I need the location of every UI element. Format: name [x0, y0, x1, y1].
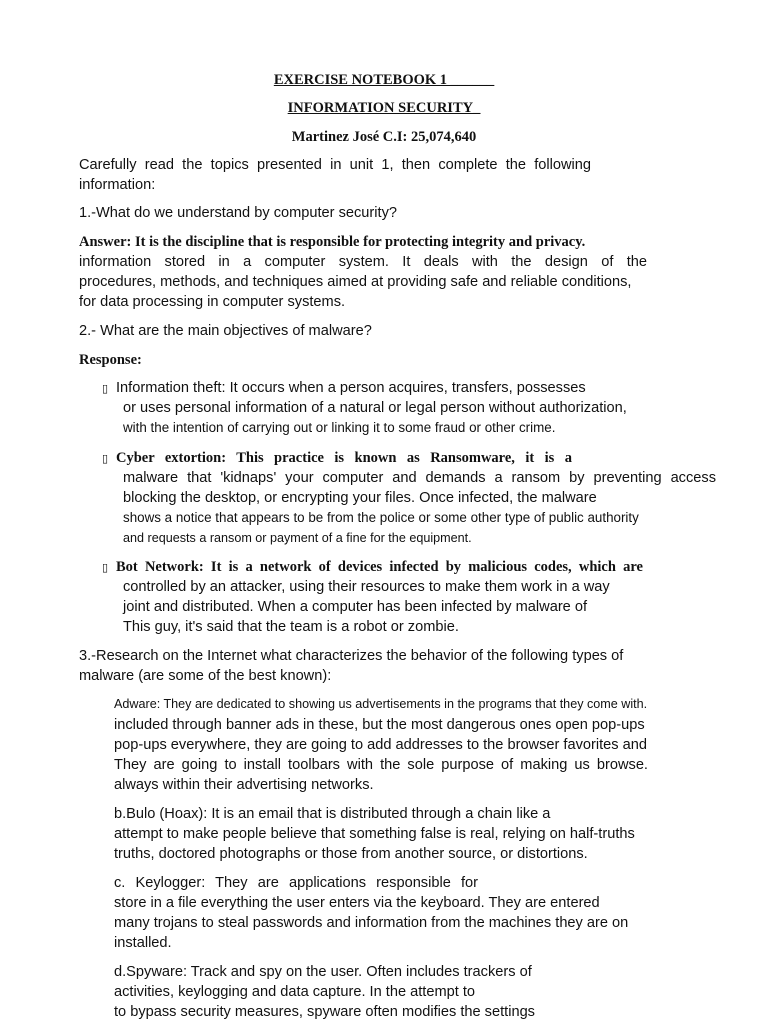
answer-1-lead: Answer: It is the discipline that is responsible for protecting integrity and privacy. [79, 234, 586, 250]
spyware-line: activities, keylogging and data capture. In the attempt to [114, 984, 476, 1000]
spyware-line: d.Spyware: Track and spy on the user. Often includes trackers of [114, 964, 532, 980]
list-item-lead: Information theft: It occurs when a person acquires, transfers, possesses [116, 380, 586, 396]
adware-line: included through banner ads in these, but the most dangerous ones open pop-ups [114, 717, 645, 733]
question-3-line-1: 3.-Research on the Internet what characterizes the behavior of the following types of [79, 648, 624, 664]
checkbox-bullet-icon: ▯ [102, 561, 109, 574]
hoax-line: b.Bulo (Hoax): It is an email that is distributed through a chain like a [114, 806, 551, 822]
keylogger-line: c. Keylogger: They are applications responsible for [114, 875, 478, 891]
adware-line: They are going to install toolbars with the sole purpose of making us browse. [114, 757, 648, 773]
hoax-line: truths, doctored photographs or those from another source, or distortions. [114, 846, 588, 862]
keylogger-line: many trojans to steal passwords and information from the machines they are on [114, 915, 629, 931]
document-subtitle: INFORMATION SECURITY_ [287, 100, 481, 116]
spyware-line: to bypass security measures, spyware often modifies the settings [114, 1004, 535, 1020]
keylogger-line: store in a file everything the user enters via the keyboard. They are entered [114, 895, 600, 911]
adware-line: Adware: They are dedicated to showing us advertisements in the programs that they come with. [114, 697, 648, 711]
list-item-lead: Bot Network: It is a network of devices infected by malicious codes, which are [116, 559, 643, 575]
list-item-lead: Cyber extortion: This practice is known as Ransomware, it is a [116, 450, 572, 466]
list-item-line: with the intention of carrying out or linking it to some fraud or other crime. [123, 420, 556, 435]
checkbox-bullet-icon: ▯ [102, 382, 109, 395]
checkbox-bullet-icon: ▯ [102, 452, 109, 465]
list-item [102, 557, 643, 578]
list-item-line: This guy, it's said that the team is a robot or zombie. [123, 619, 459, 635]
list-item [102, 448, 572, 469]
adware-line: pop-ups everywhere, they are going to add addresses to the browser favorites and [114, 737, 647, 753]
response-label: Response: [79, 352, 142, 368]
question-3-line-2: malware (are some of the best known): [79, 668, 332, 684]
answer-1-line-2: procedures, methods, and techniques aimed at providing safe and reliable conditions, [79, 274, 632, 290]
list-item-line: or uses personal information of a natural or legal person without authorization, [123, 400, 627, 416]
list-item-line: shows a notice that appears to be from the police or some other type of public authority [123, 510, 639, 525]
list-item-line: blocking the desktop, or encrypting your files. Once infected, the malware [123, 490, 597, 506]
question-2: 2.- What are the main objectives of malware? [79, 323, 372, 339]
hoax-line: attempt to make people believe that something false is real, relying on half-truths [114, 826, 635, 842]
list-item-line: controlled by an attacker, using their resources to make them work in a way [123, 579, 610, 595]
author-line: Martinez José C.I: 25,074,640 [291, 129, 477, 145]
answer-1-line-1: information stored in a computer system. It deals with the design of the [79, 254, 647, 270]
adware-line: always within their advertising networks. [114, 777, 374, 793]
list-item-line: and requests a ransom or payment of a fine for the equipment. [123, 531, 472, 545]
document-title: EXERCISE NOTEBOOK 1 ______ [273, 72, 495, 88]
list-item [102, 378, 586, 399]
intro-line-1: Carefully read the topics presented in unit 1, then complete the following [79, 157, 591, 173]
answer-1-line-3: for data processing in computer systems. [79, 294, 346, 310]
intro-line-2: information: [79, 177, 156, 193]
list-item-line: malware that 'kidnaps' your computer and demands a ransom by preventing access [123, 470, 716, 486]
keylogger-line: installed. [114, 935, 172, 951]
question-1: 1.-What do we understand by computer security? [79, 205, 397, 221]
list-item-line: joint and distributed. When a computer has been infected by malware of [123, 599, 588, 615]
